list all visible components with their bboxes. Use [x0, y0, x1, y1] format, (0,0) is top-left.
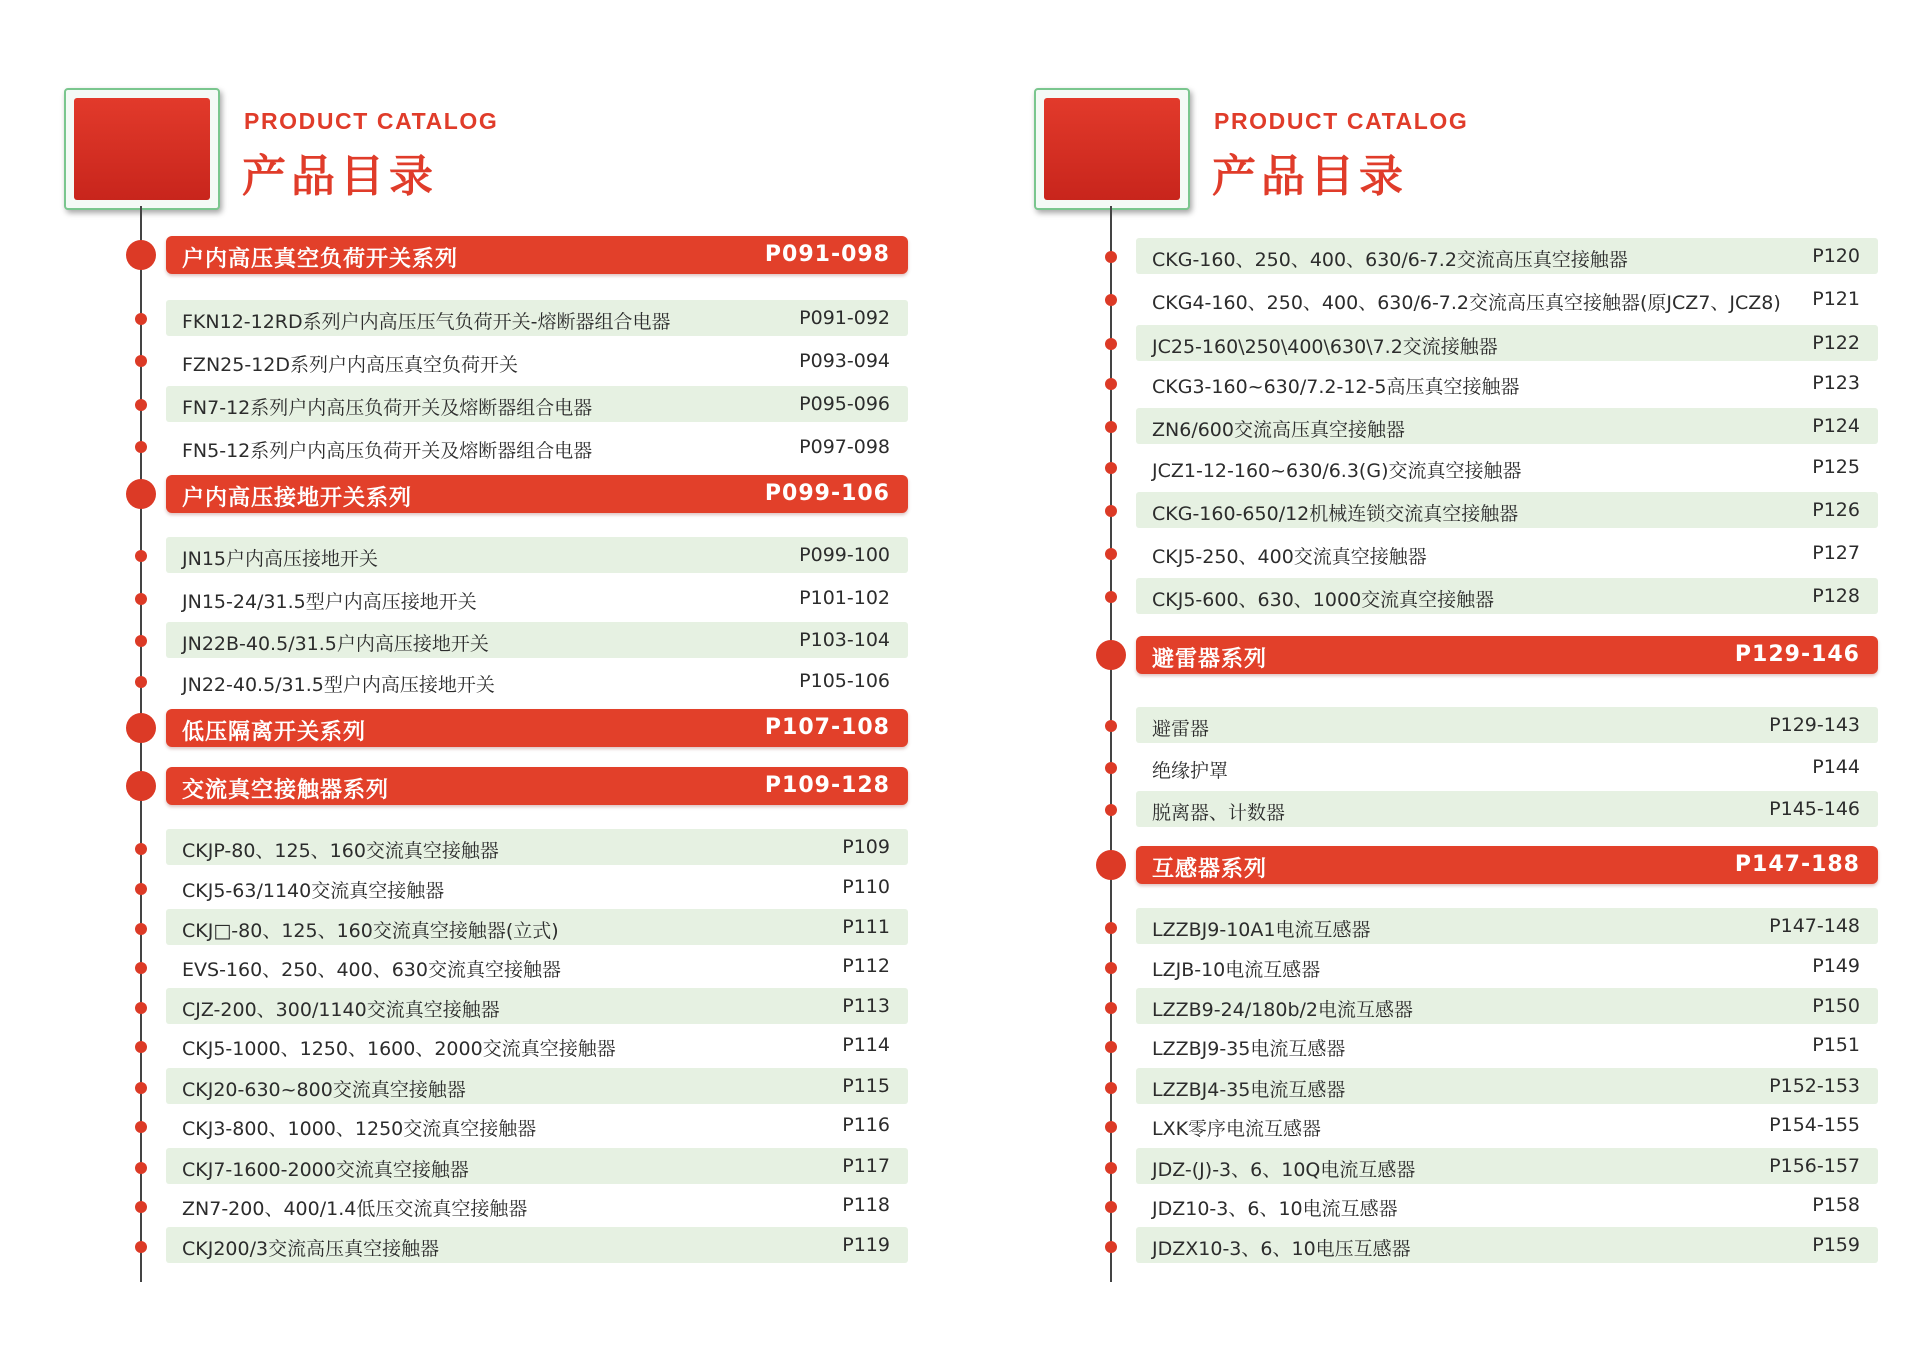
- timeline-dot: [135, 883, 147, 895]
- catalog-item[interactable]: LXK零序电流互感器 P154-155: [1152, 1114, 1860, 1140]
- catalog-item[interactable]: FN7-12系列户内高压负荷开关及熔断器组合电器 P095-096: [166, 386, 908, 422]
- timeline-dot: [1105, 962, 1117, 974]
- catalog-item[interactable]: CKJ5-600、630、1000交流真空接触器 P128: [1136, 578, 1878, 614]
- timeline-dot: [1105, 294, 1117, 306]
- timeline-dot: [1105, 548, 1117, 560]
- section-header[interactable]: 低压隔离开关系列 P107-108: [166, 709, 908, 747]
- catalog-title-cn: 产品目录: [242, 151, 438, 202]
- section-header[interactable]: 户内高压真空负荷开关系列 P091-098: [166, 236, 908, 274]
- timeline-dot: [1105, 762, 1117, 774]
- catalog-item[interactable]: ZN6/600交流高压真空接触器 P124: [1136, 408, 1878, 444]
- timeline-dot: [1105, 922, 1117, 934]
- timeline-dot: [1105, 505, 1117, 517]
- section-header[interactable]: 互感器系列 P147-188: [1136, 846, 1878, 884]
- timeline-dot: [1105, 338, 1117, 350]
- timeline-dot: [135, 923, 147, 935]
- catalog-item[interactable]: CKJ5-250、400交流真空接触器 P127: [1152, 542, 1860, 568]
- timeline-dot: [135, 843, 147, 855]
- timeline-dot-large: [126, 240, 156, 270]
- catalog-item[interactable]: CKJ3-800、1000、1250交流真空接触器 P116: [182, 1114, 890, 1140]
- timeline-dot: [1105, 421, 1117, 433]
- timeline-dot: [1105, 378, 1117, 390]
- section-header[interactable]: 交流真空接触器系列 P109-128: [166, 767, 908, 805]
- catalog-item[interactable]: FKN12-12RD系列户内高压压气负荷开关-熔断器组合电器 P091-092: [166, 300, 908, 336]
- timeline-dot: [135, 441, 147, 453]
- catalog-item[interactable]: LZJB-10电流互感器 P149: [1152, 955, 1860, 981]
- catalog-title-en: PRODUCT CATALOG: [1214, 108, 1469, 134]
- catalog-item[interactable]: CKG-160、250、400、630/6-7.2交流高压真空接触器 P120: [1136, 238, 1878, 274]
- timeline-dot: [1105, 1121, 1117, 1133]
- timeline-dot: [135, 1241, 147, 1253]
- timeline-dot: [1105, 720, 1117, 732]
- timeline-dot: [1105, 462, 1117, 474]
- timeline-dot: [135, 1121, 147, 1133]
- timeline-dot: [135, 1002, 147, 1014]
- timeline-dot: [135, 313, 147, 325]
- timeline-dot: [135, 399, 147, 411]
- timeline-dot: [135, 355, 147, 367]
- catalog-title-en: PRODUCT CATALOG: [244, 108, 499, 134]
- catalog-item[interactable]: FZN25-12D系列户内高压真空负荷开关 P093-094: [182, 350, 890, 376]
- timeline-dot-large: [126, 771, 156, 801]
- timeline-dot: [1105, 1082, 1117, 1094]
- catalog-item[interactable]: CKJ5-1000、1250、1600、2000交流真空接触器 P114: [182, 1034, 890, 1060]
- catalog-item[interactable]: CKG4-160、250、400、630/6-7.2交流高压真空接触器(原JCZ7、JCZ8) P121: [1152, 288, 1860, 314]
- timeline-dot-large: [126, 713, 156, 743]
- catalog-item[interactable]: 脱离器、计数器 P145-146: [1136, 791, 1878, 827]
- brand-logo: [1034, 88, 1190, 210]
- catalog-item[interactable]: CKJP-80、125、160交流真空接触器 P109: [166, 829, 908, 865]
- timeline-dot: [135, 550, 147, 562]
- catalog-page-right: [970, 0, 1860, 1358]
- catalog-item[interactable]: JCZ1-12-160~630/6.3(G)交流真空接触器 P125: [1152, 456, 1860, 482]
- catalog-item[interactable]: LZZBJ9-35电流互感器 P151: [1152, 1034, 1860, 1060]
- catalog-item[interactable]: CJZ-200、300/1140交流真空接触器 P113: [166, 988, 908, 1024]
- timeline-dot: [135, 635, 147, 647]
- timeline-dot: [1105, 1041, 1117, 1053]
- timeline-dot: [135, 593, 147, 605]
- catalog-item[interactable]: JN15户内高压接地开关 P099-100: [166, 537, 908, 573]
- timeline-dot-large: [126, 479, 156, 509]
- catalog-item[interactable]: JDZ-(J)-3、6、10Q电流互感器 P156-157: [1136, 1148, 1878, 1184]
- timeline-dot: [135, 1201, 147, 1213]
- catalog-item[interactable]: CKG-160-650/12机械连锁交流真空接触器 P126: [1136, 492, 1878, 528]
- catalog-item[interactable]: CKJ200/3交流高压真空接触器 P119: [166, 1227, 908, 1263]
- timeline-dot: [135, 1162, 147, 1174]
- catalog-item[interactable]: LZZBJ9-10A1电流互感器 P147-148: [1136, 908, 1878, 944]
- brand-logo: [64, 88, 220, 210]
- catalog-item[interactable]: CKJ□-80、125、160交流真空接触器(立式) P111: [166, 909, 908, 945]
- catalog-item[interactable]: 绝缘护罩 P144: [1152, 756, 1860, 782]
- timeline-dot-large: [1096, 850, 1126, 880]
- catalog-item[interactable]: CKJ7-1600-2000交流真空接触器 P117: [166, 1148, 908, 1184]
- timeline-dot: [1105, 804, 1117, 816]
- section-header[interactable]: 户内高压接地开关系列 P099-106: [166, 475, 908, 513]
- catalog-item[interactable]: EVS-160、250、400、630交流真空接触器 P112: [182, 955, 890, 981]
- catalog-item[interactable]: CKJ20-630~800交流真空接触器 P115: [166, 1068, 908, 1104]
- catalog-item[interactable]: LZZB9-24/180b/2电流互感器 P150: [1136, 988, 1878, 1024]
- timeline-dot-large: [1096, 640, 1126, 670]
- catalog-item[interactable]: JDZ10-3、6、10电流互感器 P158: [1152, 1194, 1860, 1220]
- timeline-dot: [1105, 1201, 1117, 1213]
- section-header[interactable]: 避雷器系列 P129-146: [1136, 636, 1878, 674]
- catalog-item[interactable]: LZZBJ4-35电流互感器 P152-153: [1136, 1068, 1878, 1104]
- timeline-dot: [135, 676, 147, 688]
- catalog-title-cn: 产品目录: [1212, 151, 1408, 202]
- timeline-dot: [135, 1041, 147, 1053]
- catalog-item[interactable]: CKJ5-63/1140交流真空接触器 P110: [182, 876, 890, 902]
- catalog-item[interactable]: JC25-160\250\400\630\7.2交流接触器 P122: [1136, 325, 1878, 361]
- catalog-item[interactable]: JN22B-40.5/31.5户内高压接地开关 P103-104: [166, 622, 908, 658]
- catalog-item[interactable]: FN5-12系列户内高压负荷开关及熔断器组合电器 P097-098: [182, 436, 890, 462]
- catalog-item[interactable]: JDZX10-3、6、10电压互感器 P159: [1136, 1227, 1878, 1263]
- catalog-item[interactable]: 避雷器 P129-143: [1136, 707, 1878, 743]
- timeline-dot: [1105, 1002, 1117, 1014]
- catalog-item[interactable]: ZN7-200、400/1.4低压交流真空接触器 P118: [182, 1194, 890, 1220]
- catalog-item[interactable]: JN15-24/31.5型户内高压接地开关 P101-102: [182, 587, 890, 613]
- timeline-dot: [135, 1082, 147, 1094]
- timeline-dot: [1105, 1162, 1117, 1174]
- catalog-item[interactable]: JN22-40.5/31.5型户内高压接地开关 P105-106: [182, 670, 890, 696]
- timeline-dot: [1105, 591, 1117, 603]
- timeline-dot: [1105, 251, 1117, 263]
- timeline-dot: [1105, 1241, 1117, 1253]
- catalog-page-left: [0, 0, 890, 1358]
- catalog-item[interactable]: CKG3-160~630/7.2-12-5高压真空接触器 P123: [1152, 372, 1860, 398]
- timeline-dot: [135, 962, 147, 974]
